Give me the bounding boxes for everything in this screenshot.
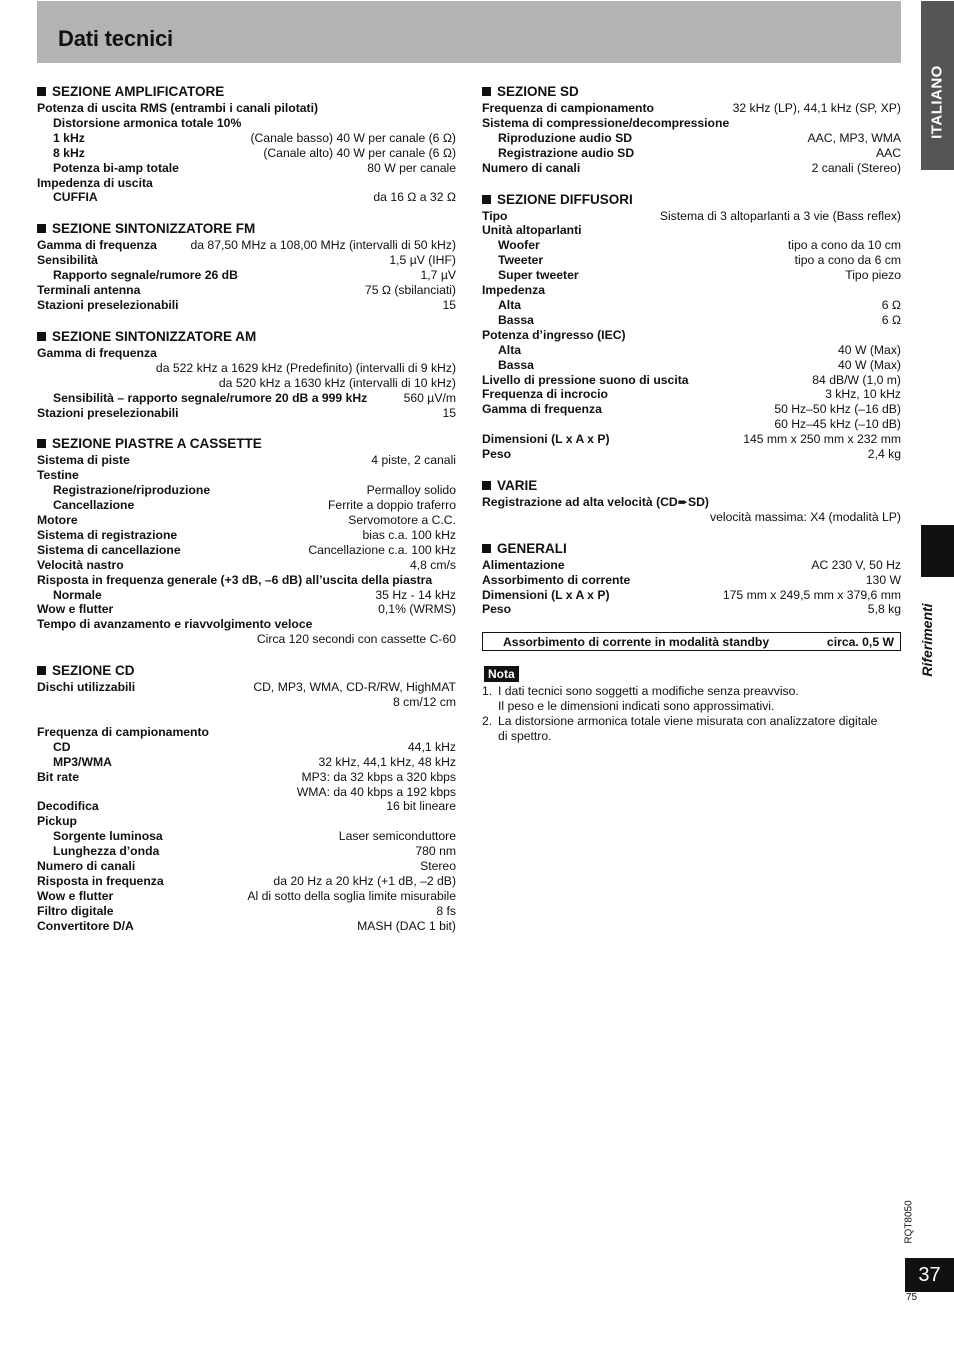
spec-value: 84 dB/W (1,0 m) xyxy=(812,372,901,387)
spec-row xyxy=(37,146,456,161)
note-text xyxy=(498,714,877,744)
spec-label: Potenza bi-amp totale xyxy=(53,160,179,175)
spec-label: Gamma di frequenza xyxy=(37,238,157,253)
spec-value: 80 W per canale xyxy=(367,160,456,175)
spec-value: 40 W (Max) xyxy=(838,357,901,372)
spec-value: 560 µV/m xyxy=(403,390,456,405)
section-heading-text: SEZIONE AMPLIFICATORE xyxy=(52,84,225,99)
spec-row xyxy=(37,513,456,528)
spec-row xyxy=(482,417,901,432)
note-item xyxy=(482,714,901,744)
spec-row xyxy=(482,573,901,588)
spec-label: Sistema di compressione/decompressione xyxy=(482,115,730,130)
section-heading xyxy=(482,83,901,100)
note-line: La distorsione armonica totale viene misurata con analizzatore digitale xyxy=(498,714,878,729)
spec-row xyxy=(37,632,456,647)
section-sezione-diffusori xyxy=(482,191,901,462)
spec-label: Frequenza di incrocio xyxy=(482,387,608,402)
spec-value: da 522 kHz a 1629 kHz (Predefinito) (intervalli di 9 kHz) xyxy=(155,360,456,375)
spec-row xyxy=(482,313,901,328)
standby-label: Assorbimento di corrente in modalità standby xyxy=(503,634,770,649)
square-bullet-icon xyxy=(482,195,491,204)
spec-row xyxy=(37,131,456,146)
spec-value: 40 W (Max) xyxy=(838,342,901,357)
spec-row xyxy=(37,799,456,814)
spec-row xyxy=(37,602,456,617)
spec-value: da 520 kHz a 1630 kHz (intervalli di 10 kHz) xyxy=(218,375,456,390)
section-heading xyxy=(37,220,456,237)
spec-row xyxy=(37,904,456,919)
spec-label: Frequenza di campionamento xyxy=(37,724,210,739)
spec-row xyxy=(37,725,456,740)
spec-value: 32 kHz, 44,1 kHz, 48 kHz xyxy=(318,754,456,769)
spec-row xyxy=(37,573,456,588)
spec-label: Bassa xyxy=(498,312,534,327)
spec-value: 35 Hz - 14 kHz xyxy=(375,587,456,602)
spec-value: 75 Ω (sbilanciati) xyxy=(364,283,456,298)
section-sezione-piastre-a-cassette xyxy=(37,435,456,647)
section-heading xyxy=(482,540,901,557)
spec-row xyxy=(37,268,456,283)
spec-row xyxy=(482,146,901,161)
spec-label: Rapporto segnale/rumore 26 dB xyxy=(53,268,238,283)
spec-row xyxy=(37,874,456,889)
section-sezione-sd xyxy=(482,83,901,176)
spec-value: 16 bit lineare xyxy=(386,799,456,814)
section-varie xyxy=(482,477,901,525)
document-code: RQT8050 xyxy=(903,1200,915,1244)
spec-value: 2,4 kg xyxy=(867,447,901,462)
spec-value: bias c.a. 100 kHz xyxy=(362,527,456,542)
spec-row xyxy=(37,253,456,268)
square-bullet-icon xyxy=(37,87,46,96)
spec-row xyxy=(37,859,456,874)
spec-row xyxy=(482,298,901,313)
page-number: 37 xyxy=(905,1258,954,1292)
spec-value: 145 mm x 250 mm x 232 mm xyxy=(743,432,901,447)
note-number: 2. xyxy=(482,714,493,729)
section-heading-text: SEZIONE SINTONIZZATORE AM xyxy=(52,328,257,344)
spec-label: Peso xyxy=(482,447,512,462)
spec-label: Cancellazione xyxy=(53,498,135,513)
spec-value: 15 xyxy=(442,405,456,420)
spec-label: Filtro digitale xyxy=(37,903,114,918)
spec-row xyxy=(37,361,456,376)
spec-row xyxy=(37,844,456,859)
square-bullet-icon xyxy=(37,439,46,448)
spec-value: (Canale alto) 40 W per canale (6 Ω) xyxy=(263,145,456,160)
spec-value: da 20 Hz a 20 kHz (+1 dB, –2 dB) xyxy=(273,873,456,888)
spec-row xyxy=(37,376,456,391)
spec-label: Tweeter xyxy=(498,253,544,268)
spec-value: 3 kHz, 10 kHz xyxy=(825,387,901,402)
spec-row xyxy=(37,483,456,498)
spec-value: Sistema di 3 altoparlanti a 3 vie (Bass reflex) xyxy=(659,208,901,223)
spec-label: Frequenza di campionamento xyxy=(482,101,655,115)
spec-row xyxy=(37,889,456,904)
section-heading-text: SEZIONE DIFFUSORI xyxy=(497,191,633,207)
spec-value: 5,8 kg xyxy=(867,602,901,617)
spec-value: AAC xyxy=(875,145,901,160)
spec-row xyxy=(482,283,901,298)
spec-row xyxy=(482,131,901,146)
spec-label: 1 kHz xyxy=(53,130,85,145)
spec-value: tipo a cono da 6 cm xyxy=(794,253,901,268)
spec-value: 6 Ω xyxy=(881,312,901,327)
standby-value: circa. 0,5 W xyxy=(826,634,894,649)
spec-row xyxy=(37,190,456,205)
spec-row xyxy=(37,558,456,573)
section-heading-text: VARIE xyxy=(497,477,538,493)
spec-value: Cancellazione c.a. 100 kHz xyxy=(308,542,456,557)
spec-label: Sensibilità – rapporto segnale/rumore 20 dB a 999 kHz xyxy=(53,390,368,405)
square-bullet-icon xyxy=(482,87,491,96)
spec-row xyxy=(482,328,901,343)
section-heading-text: SEZIONE SINTONIZZATORE FM xyxy=(52,221,256,237)
spec-label: Alta xyxy=(498,297,522,312)
left-column xyxy=(37,83,456,949)
spec-label: Tipo xyxy=(482,208,508,223)
spec-row xyxy=(482,558,901,573)
spec-row xyxy=(37,161,456,176)
spec-row xyxy=(37,617,456,632)
spec-value: 175 mm x 249,5 mm x 379,6 mm xyxy=(722,587,901,602)
spec-row xyxy=(37,755,456,770)
spec-value: 0,1% (WRMS) xyxy=(378,602,456,617)
spec-value: 8 cm/12 cm xyxy=(393,695,456,710)
spec-label: Stazioni preselezionabili xyxy=(37,405,179,420)
spec-row xyxy=(37,238,456,253)
spec-row xyxy=(482,602,901,617)
spec-label: Wow e flutter xyxy=(37,602,114,617)
spec-value: Permalloy solido xyxy=(366,483,456,498)
spec-value: 4 piste, 2 canali xyxy=(371,453,456,468)
spec-row xyxy=(37,453,456,468)
square-bullet-icon xyxy=(482,544,491,553)
spec-row xyxy=(37,528,456,543)
spec-value: 60 Hz–45 kHz (–10 dB) xyxy=(774,417,901,432)
spec-row xyxy=(482,432,901,447)
spec-value: 15 xyxy=(442,297,456,312)
spec-value: da 87,50 MHz a 108,00 MHz (intervalli di 50 kHz) xyxy=(190,238,456,253)
spec-value: Servomotore a C.C. xyxy=(348,513,456,528)
square-bullet-icon xyxy=(37,332,46,341)
spec-label: Alimentazione xyxy=(482,557,565,572)
spec-row xyxy=(482,116,901,131)
notes xyxy=(482,665,901,744)
section-sezione-sintonizzatore-fm xyxy=(37,220,456,313)
spec-value: 2 canali (Stereo) xyxy=(811,160,901,175)
spec-value: 32 kHz (LP), 44,1 kHz (SP, XP) xyxy=(732,101,901,115)
spec-value: tipo a cono da 10 cm xyxy=(787,238,901,253)
square-bullet-icon xyxy=(482,481,491,490)
right-sections xyxy=(482,83,901,617)
spec-label: Testine xyxy=(37,468,79,483)
spec-label: Sistema di piste xyxy=(37,453,130,468)
spec-label: Tempo di avanzamento e riavvolgimento veloce xyxy=(37,617,313,632)
spec-value: Laser semiconduttore xyxy=(338,829,456,844)
spec-label: CD xyxy=(53,739,71,754)
spec-value: Stereo xyxy=(420,859,456,874)
section-heading-text: SEZIONE CD xyxy=(52,663,135,679)
standby-power-box xyxy=(482,632,901,651)
spec-row xyxy=(37,543,456,558)
spec-label: Distorsione armonica totale 10% xyxy=(53,115,242,130)
spec-row xyxy=(482,358,901,373)
section-heading xyxy=(37,328,456,345)
spec-label: Normale xyxy=(53,587,102,602)
section-heading xyxy=(37,435,456,452)
spec-label: Potenza d’ingresso (IEC) xyxy=(482,327,626,342)
section-label: Riferimenti xyxy=(919,603,935,677)
spec-label: Numero di canali xyxy=(482,160,581,175)
spec-value: (Canale basso) 40 W per canale (6 Ω) xyxy=(250,130,456,145)
spec-label: Peso xyxy=(482,602,512,617)
spec-value: Ferrite a doppio traferro xyxy=(327,498,456,513)
spec-label: Risposta in frequenza xyxy=(37,873,164,888)
spec-label: Registrazione audio SD xyxy=(498,145,635,160)
section-heading-text: SEZIONE PIASTRE A CASSETTE xyxy=(52,436,262,452)
spec-row xyxy=(482,495,901,510)
section-heading xyxy=(37,83,456,100)
spec-row xyxy=(37,588,456,603)
spec-label: Pickup xyxy=(37,814,77,829)
note-tag: Nota xyxy=(484,666,519,682)
spec-value: MP3: da 32 kbps a 320 kbps xyxy=(301,769,456,784)
spec-row xyxy=(37,391,456,406)
spec-row xyxy=(482,402,901,417)
spec-label: Dimensioni (L x A x P) xyxy=(482,432,610,447)
spec-row xyxy=(37,785,456,800)
spec-value: 130 W xyxy=(865,572,901,587)
spec-label: Wow e flutter xyxy=(37,888,114,903)
spec-label: Impedenza di uscita xyxy=(37,175,153,190)
spec-label: Stazioni preselezionabili xyxy=(37,297,179,312)
section-sezione-sintonizzatore-am xyxy=(37,328,456,421)
spec-label: Impedenza xyxy=(482,283,545,298)
spec-row xyxy=(482,101,901,116)
spec-label: Lunghezza d’onda xyxy=(53,844,160,859)
spec-row xyxy=(482,161,901,176)
spec-value: WMA: da 40 kbps a 192 kbps xyxy=(296,784,456,799)
spec-label: 8 kHz xyxy=(53,145,85,160)
spec-value: AC 230 V, 50 Hz xyxy=(811,557,901,572)
spec-label: Unità altoparlanti xyxy=(482,223,582,238)
spec-label: Potenza di uscita RMS (entrambi i canali pilotati) xyxy=(37,101,319,115)
spec-row xyxy=(482,588,901,603)
spec-row xyxy=(37,829,456,844)
section-heading xyxy=(482,191,901,208)
spec-label: Terminali antenna xyxy=(37,283,141,298)
note-text xyxy=(498,684,799,714)
spec-value: MASH (DAC 1 bit) xyxy=(357,918,456,933)
spec-label: CUFFIA xyxy=(53,190,98,205)
right-column xyxy=(482,83,901,744)
spec-row xyxy=(37,680,456,695)
spec-label: Decodifica xyxy=(37,799,99,814)
spec-label: Assorbimento di corrente xyxy=(482,572,631,587)
spec-row xyxy=(482,373,901,388)
spec-row xyxy=(37,283,456,298)
spec-label: Livello di pressione suono di uscita xyxy=(482,372,689,387)
spec-label: Convertitore D/A xyxy=(37,918,134,933)
spec-label: Registrazione ad alta velocità (CD➨SD) xyxy=(482,494,709,509)
square-bullet-icon xyxy=(37,666,46,675)
spec-value: 4,8 cm/s xyxy=(409,557,456,572)
section-heading-text: GENERALI xyxy=(497,540,567,556)
note-list xyxy=(482,684,901,744)
spec-label: Dischi utilizzabili xyxy=(37,680,136,695)
spec-label: Risposta in frequenza generale (+3 dB, –6 dB) all’uscita della piastra xyxy=(37,572,433,587)
spec-label: Riproduzione audio SD xyxy=(498,130,633,145)
note-line: Il peso e le dimensioni indicati sono approssimativi. xyxy=(498,699,775,714)
spec-value: 1,7 µV xyxy=(420,268,456,283)
spec-label: Sistema di registrazione xyxy=(37,527,178,542)
spec-label: Sorgente luminosa xyxy=(53,829,163,844)
spec-row xyxy=(37,406,456,421)
language-tab-label: ITALIANO xyxy=(928,65,946,139)
spec-row xyxy=(37,770,456,785)
note-line: di spettro. xyxy=(498,729,552,744)
spec-row xyxy=(482,253,901,268)
spec-value: Tipo piezo xyxy=(845,268,901,283)
spec-label: Motore xyxy=(37,513,78,528)
section-heading xyxy=(37,662,456,679)
spec-row xyxy=(482,209,901,224)
spec-row xyxy=(37,695,456,710)
spec-label: Alta xyxy=(498,342,522,357)
section-sezione-cd xyxy=(37,662,456,933)
section-sezione-amplificatore xyxy=(37,83,456,205)
spec-label: Sensibilità xyxy=(37,253,98,268)
spec-label: Numero di canali xyxy=(37,859,136,874)
sub-page-number: 75 xyxy=(906,1292,918,1303)
spec-label: Bit rate xyxy=(37,769,79,784)
spec-label: Woofer xyxy=(498,238,540,253)
page-title: Dati tecnici xyxy=(58,26,173,51)
spec-row xyxy=(37,814,456,829)
spec-row xyxy=(37,498,456,513)
spec-label: Dimensioni (L x A x P) xyxy=(482,587,610,602)
spec-row xyxy=(482,238,901,253)
spec-row xyxy=(482,387,901,402)
spec-value: AAC, MP3, WMA xyxy=(807,130,901,145)
section-generali xyxy=(482,540,901,618)
spec-row xyxy=(37,468,456,483)
section-heading-text: SEZIONE SD xyxy=(497,84,579,99)
note-number: 1. xyxy=(482,684,493,699)
spec-value: 6 Ω xyxy=(881,297,901,312)
note-line: I dati tecnici sono soggetti a modifiche senza preavviso. xyxy=(498,684,799,699)
spec-row xyxy=(37,710,456,725)
spec-label: Super tweeter xyxy=(498,268,579,283)
spec-value: 50 Hz–50 kHz (–16 dB) xyxy=(774,402,901,417)
square-bullet-icon xyxy=(37,224,46,233)
spec-value: da 16 Ω a 32 Ω xyxy=(373,190,456,205)
spec-label: Gamma di frequenza xyxy=(37,345,157,360)
spec-row xyxy=(37,101,456,116)
section-marker-block xyxy=(921,525,954,577)
spec-row xyxy=(482,223,901,238)
spec-row xyxy=(482,268,901,283)
spec-row xyxy=(482,447,901,462)
note-item xyxy=(482,684,901,714)
spec-label: Velocità nastro xyxy=(37,557,124,572)
spec-label: Bassa xyxy=(498,357,534,372)
spec-value: velocità massima: X4 (modalità LP) xyxy=(709,509,901,524)
spec-value: CD, MP3, WMA, CD-R/RW, HighMAT xyxy=(253,680,456,695)
spec-row xyxy=(482,510,901,525)
spec-row xyxy=(37,919,456,934)
spec-label: Registrazione/riproduzione xyxy=(53,483,211,498)
spec-value: 8 fs xyxy=(436,903,456,918)
spec-label: Sistema di cancellazione xyxy=(37,542,181,557)
spec-row xyxy=(482,343,901,358)
spec-row xyxy=(37,740,456,755)
spec-value: 1,5 µV (IHF) xyxy=(389,253,456,268)
section-heading xyxy=(482,477,901,494)
spec-value: Al di sotto della soglia limite misurabile xyxy=(247,888,456,903)
spec-row xyxy=(37,116,456,131)
spec-value: Circa 120 secondi con cassette C-60 xyxy=(256,632,456,647)
spec-row xyxy=(37,176,456,191)
spec-label: MP3/WMA xyxy=(53,754,112,769)
spec-value: 44,1 kHz xyxy=(407,739,456,754)
spec-row xyxy=(37,298,456,313)
spec-row xyxy=(37,346,456,361)
spec-value: 780 nm xyxy=(415,844,456,859)
spec-label: Gamma di frequenza xyxy=(482,402,602,417)
